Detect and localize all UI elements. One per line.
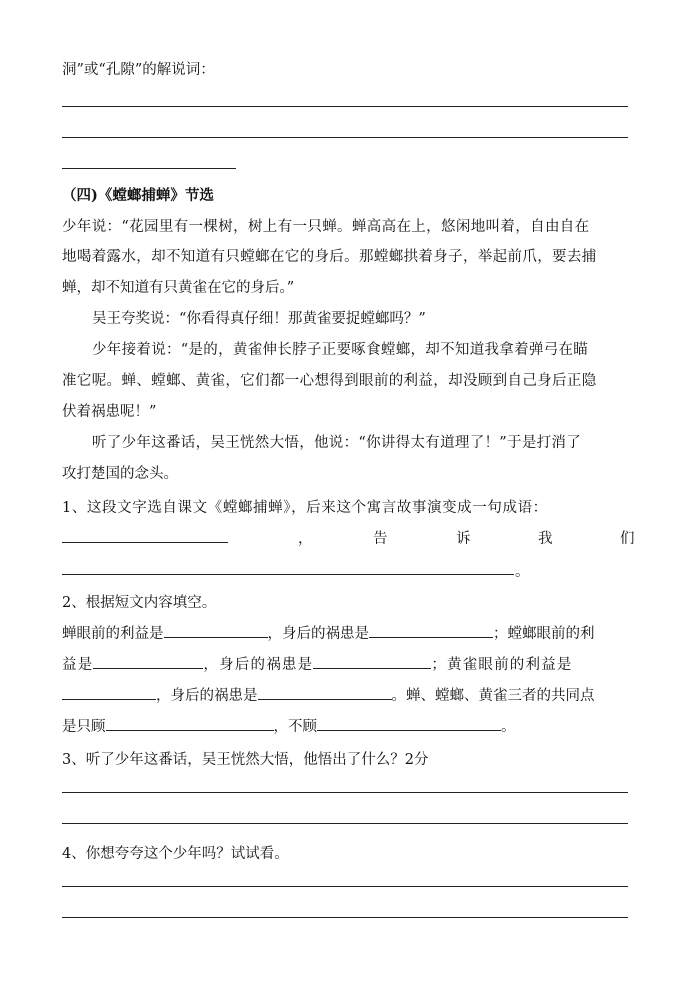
- q2-row-4: [62, 715, 516, 736]
- passage-line: 少年接着说：“是的，黄雀伸长脖子正要啄食螳螂，却不知道我拿着弹弓在瞄: [92, 342, 589, 358]
- q2-blank[interactable]: [62, 685, 156, 700]
- answer-line[interactable]: [62, 917, 628, 918]
- q2-text: 。: [501, 719, 516, 735]
- q2-blank[interactable]: [258, 685, 392, 700]
- q2-row-2: [62, 653, 573, 674]
- passage-line: 地喝着露水，却不知道有只螳螂在它的身后。那螳螂拱着身子，举起前爪，要去捕: [62, 249, 597, 265]
- question-3: 3、听了少年这番话，吴王恍然大悟，他悟出了什么？2分: [62, 752, 429, 768]
- q2-row-3: [62, 684, 595, 705]
- q1-char: 我: [538, 531, 553, 547]
- intro-line: 洞”或“孔隙”的解说词：: [62, 62, 215, 78]
- q2-text: 是只顾: [62, 719, 106, 735]
- q2-text: ，身后的祸患是: [203, 657, 314, 673]
- q1-end: 。: [515, 564, 530, 580]
- q1-char: 们: [620, 531, 635, 547]
- q2-text: 蝉眼前的利益是: [62, 626, 164, 642]
- passage-line: 少年说：“花园里有一棵树，树上有一只蝉。蝉高高在上，悠闲地叫着，自由自在: [62, 219, 590, 235]
- q1-char: 告: [373, 531, 388, 547]
- q2-text: ，身后的祸患是: [156, 688, 258, 704]
- q1-char: 诉: [456, 531, 471, 547]
- q2-text: 。蝉、螳螂、黄雀三者的共同点: [391, 688, 595, 704]
- section-title: （四)《螳螂捕蝉》节选: [62, 187, 214, 204]
- q2-blank[interactable]: [313, 654, 431, 669]
- answer-line[interactable]: [62, 792, 628, 793]
- passage-line: 蝉，却不知道有只黄雀在它的身后。”: [62, 280, 295, 296]
- passage-line: 伏着祸患呢！”: [62, 404, 157, 420]
- passage-line: 准它呢。蝉、螳螂、黄雀，它们都一心想得到眼前的利益，却没顾到自己身后正隐: [62, 373, 597, 389]
- q1-comma: ，: [298, 531, 313, 547]
- q2-text: ；黄雀眼前的利益是: [431, 657, 573, 673]
- q2-blank[interactable]: [369, 623, 493, 638]
- answer-line[interactable]: [62, 168, 236, 169]
- q2-text: ；螳螂眼前的利: [493, 626, 595, 642]
- q2-row-1: [62, 622, 595, 643]
- q2-text: 益是: [62, 657, 94, 673]
- q2-blank[interactable]: [317, 716, 501, 731]
- answer-line[interactable]: [62, 106, 628, 107]
- question-2: 2、根据短文内容填空。: [62, 595, 217, 611]
- q2-blank[interactable]: [93, 654, 203, 669]
- answer-line[interactable]: [62, 137, 628, 138]
- q2-blank[interactable]: [164, 623, 268, 638]
- answer-line[interactable]: [62, 886, 628, 887]
- passage-line: 吴王夸奖说：“你看得真仔细！那黄雀要捉螳螂吗？”: [92, 311, 426, 327]
- q1-blank-idiom[interactable]: [62, 542, 228, 543]
- q1-blank-meaning[interactable]: [62, 574, 514, 575]
- q2-text: ，不顾: [273, 719, 317, 735]
- passage-line: 攻打楚国的念头。: [62, 466, 178, 482]
- answer-line[interactable]: [62, 823, 628, 824]
- question-4: 4、你想夸夸这个少年吗？试试看。: [62, 846, 289, 862]
- q2-blank[interactable]: [106, 716, 274, 731]
- question-1: 1、这段文字选自课文《螳螂捕蝉》，后来这个寓言故事演变成一句成语：: [62, 500, 548, 516]
- q2-text: ，身后的祸患是: [267, 626, 369, 642]
- passage-line: 听了少年这番话，吴王恍然大悟，他说：“你讲得太有道理了！”于是打消了: [92, 435, 582, 451]
